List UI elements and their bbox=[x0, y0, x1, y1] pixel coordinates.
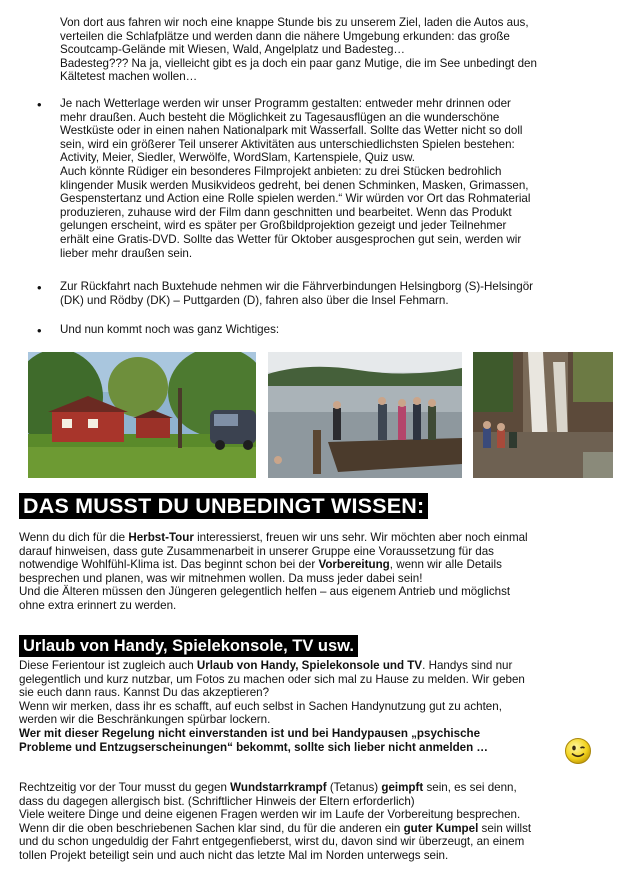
bullet-important bbox=[60, 323, 608, 337]
text-line: Wenn wir merken, dass ihr es schafft, auf euch selbst in Sachen Handynutzung gut zu achten, bbox=[19, 699, 502, 713]
bullet-marker: • bbox=[37, 97, 42, 112]
text-line: klingender Musik werden Musikvideos gedreht, bei denen Schminken, Masken, Grimassen, bbox=[60, 178, 529, 192]
text-line: werden wir die Beschränkungen spürbar lockern. bbox=[19, 713, 271, 727]
text-line: Viele weitere Dinge und deine eigenen Fragen werden wir im Laufe der Vorbereitung besprechen. bbox=[19, 808, 521, 822]
text-line: sein, wird ein größerer Teil unserer Aktivitäten aus unterschiedlichsten Spielen bestehen: bbox=[60, 137, 515, 151]
text-line: Probleme und Entzugserscheinungen“ bekommt, sollte sich lieber nicht anmelden … bbox=[19, 740, 488, 754]
text-span: sein willst bbox=[478, 821, 532, 835]
text-line: Gespenstertanz und Action eine Rolle spielen werden.“ Wir würden vor Ort das Rohmaterial bbox=[60, 192, 531, 206]
text-line: darauf hinweisen, dass gute Zusammenarbeit in unserer Gruppe eine Voraussetzung für das bbox=[19, 544, 494, 558]
text-line: und du schon ungeduldig der Fahrt entgegenfieberst, wirst du, davon sind wir überzeugt, an einem bbox=[19, 835, 525, 849]
text-span: (Tetanus) bbox=[326, 781, 382, 794]
text-line: Zur Rückfahrt nach Buxtehude nehmen wir die Fährverbindungen Helsingborg (S)-Helsingör bbox=[60, 280, 534, 293]
bold-text: Herbst-Tour bbox=[128, 531, 194, 544]
text-line bbox=[19, 659, 617, 673]
photo-lake-dock bbox=[268, 352, 462, 478]
bullet-marker: • bbox=[37, 280, 42, 295]
text-line: verteilen die Schlafplätze und werden dann die nähere Umgebung erkunden: das große bbox=[60, 29, 510, 43]
text-line: mehr draußen. Auch besteht die Möglichkeit zu Tagesausflügen an die wunderschöne bbox=[60, 110, 500, 124]
closing-paragraph bbox=[19, 781, 617, 863]
text-span: Wenn dir die oben beschriebenen Sachen klar sind, du für die anderen ein bbox=[19, 821, 404, 835]
text-line bbox=[19, 531, 617, 545]
photo-cabins bbox=[28, 352, 256, 478]
must-know-paragraph bbox=[19, 531, 617, 613]
text-span: . Handys sind nur bbox=[422, 659, 513, 672]
text-line: Von dort aus fahren wir noch eine knappe Stunde bis zu unserem Ziel, laden die Autos aus, bbox=[60, 16, 529, 29]
text-line: (DK) und Rödby (DK) – Puttgarden (D), fahren also über die Insel Fehmarn. bbox=[60, 293, 449, 307]
text-line: gelungen erscheint, wird es später per Großbildprojektion gezeigt und jeder Teilnehmer bbox=[60, 219, 507, 233]
bold-text: Urlaub von Handy, Spielekonsole und TV bbox=[196, 659, 423, 672]
text-span: Diese Ferientour ist zugleich auch bbox=[19, 659, 197, 672]
text-line: besprechen und planen, was wir mitnehmen wollen. Da muss jeder dabei sein! bbox=[19, 571, 423, 585]
bold-text: guter Kumpel bbox=[403, 821, 479, 835]
bullet-marker: • bbox=[37, 323, 42, 338]
photo-waterfall bbox=[473, 352, 613, 478]
cabins-image bbox=[28, 352, 256, 478]
bullet-program bbox=[60, 97, 608, 260]
text-line: Kältetest machen wollen… bbox=[60, 70, 198, 84]
text-line: produzieren, zuhause wird der Film dann geschnitten und bearbeitet. Wenn das Produkt bbox=[60, 205, 512, 219]
text-line bbox=[19, 822, 617, 836]
text-line: Und die Älteren müssen den Jüngeren gelegentlich helfen – aus eigenem Antrieb und möglichst bbox=[19, 585, 511, 599]
bold-text: Wundstarrkrampf bbox=[230, 781, 327, 794]
text-line: Westküste oder in einen nahen Nationalpark mit Wasserfall. Sollte das Wetter nicht so doll bbox=[60, 124, 523, 138]
text-line bbox=[19, 558, 617, 572]
text-span: interessierst, freuen wir uns sehr. Wir möchten aber noch einmal bbox=[193, 531, 528, 544]
text-line: dass du dagegen allergisch bist. (Schriftlicher Hinweis der Eltern erforderlich) bbox=[19, 794, 415, 808]
text-span: notwendige Wohlfühl-Klima ist. Das beginnt schon bei der bbox=[19, 558, 319, 572]
lake-dock-image bbox=[268, 352, 462, 478]
text-line: erhält eine Gratis-DVD. Sollte das Wetter für Oktober ausgesprochen gut sein, werden wir bbox=[60, 232, 522, 246]
text-line: Scoutcamp-Gelände mit Wiesen, Wald, Angelplatz und Badesteg… bbox=[60, 43, 405, 57]
phone-paragraph bbox=[19, 659, 617, 754]
text-span: , wenn wir alle Details bbox=[389, 558, 502, 572]
text-line: Wer mit dieser Regelung nicht einverstanden ist und bei Handypausen „psychische bbox=[19, 726, 481, 740]
text-line: Activity, Meier, Siedler, Werwölfe, WordSlam, Kartenspiele, Quiz usw. bbox=[60, 151, 416, 165]
intro-paragraph bbox=[60, 16, 608, 84]
text-line bbox=[19, 781, 617, 795]
heading-must-know: DAS MUSST DU UNBEDINGT WISSEN: bbox=[19, 493, 428, 519]
text-line: ohne extra erinnert zu werden. bbox=[19, 598, 177, 612]
text-line: sie euch dann raus. Kannst Du das akzeptieren? bbox=[19, 686, 270, 700]
bold-text: geimpft bbox=[381, 781, 424, 794]
text-span: Wenn du dich für die bbox=[19, 531, 129, 544]
bold-text: Vorbereitung bbox=[318, 558, 390, 572]
text-span: sein, es sei denn, bbox=[423, 781, 517, 794]
text-line: Und nun kommt noch was ganz Wichtiges: bbox=[60, 323, 280, 336]
text-line: Badesteg??? Na ja, vielleicht gibt es ja doch ein paar ganz Mutige, die im See unbedingt den bbox=[60, 56, 537, 70]
smiley-icon bbox=[564, 737, 592, 765]
bullet-return bbox=[60, 280, 608, 307]
text-span: Rechtzeitig vor der Tour musst du gegen bbox=[19, 781, 231, 794]
photo-row bbox=[28, 352, 613, 478]
text-line: Je nach Wetterlage werden wir unser Programm gestalten: entweder mehr drinnen oder bbox=[60, 97, 511, 110]
waterfall-image bbox=[473, 352, 613, 478]
text-line: Auch könnte Rüdiger ein besonderes Filmprojekt anbieten: zu drei Stücken bedrohlich bbox=[60, 164, 502, 178]
text-line: gelegentlich und kurz nutzbar, um Fotos zu machen oder sich mal zu Hause zu melden. Wir geben bbox=[19, 672, 525, 686]
heading-phone-vacation: Urlaub von Handy, Spielekonsole, TV usw. bbox=[19, 635, 358, 657]
text-line: lieber mehr draußen sein. bbox=[60, 246, 193, 260]
text-line: tollen Projekt beteiligt sein und auch nicht das letzte Mal im Norden unterwegs sein. bbox=[19, 848, 449, 862]
